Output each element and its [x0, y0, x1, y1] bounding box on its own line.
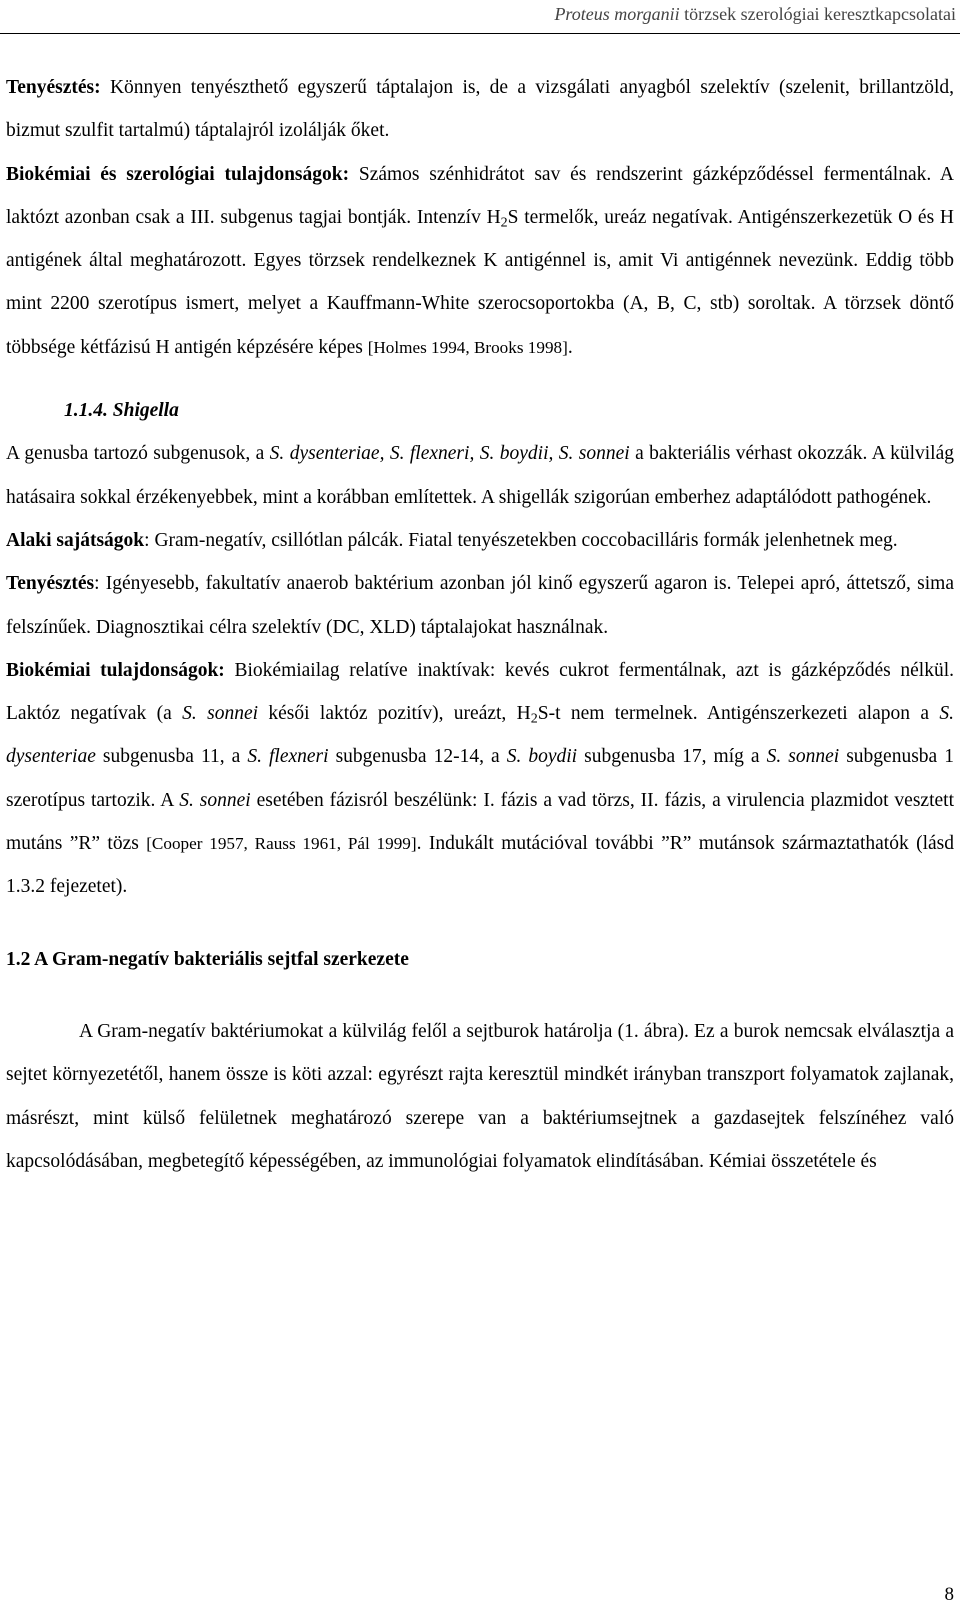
running-header	[0, 0, 960, 34]
paragraph-cultivation-shigella	[6, 562, 954, 649]
paragraph-text: S termelők, ureáz negatívak. Antigénszerkezetük O és H antigének által meghatározott. Egyes törzsek rendelkeznek K antigénnel is, amit Vi antigénnek nevezünk. Eddig több mint 2200 szerotípus ismert, melyet a Kauffmann-White szerocsoportokba (A, B, C, stb) soroltak. A törzsek döntő többsége kétfázisú H antigén képzésére képes	[6, 206, 954, 358]
paragraph-text: Számos szénhidrátot sav és rendszerint gázképződéssel fermentálnak. A laktózt azonban csak a III. subgenus tagjai bontják. Intenzív H	[6, 163, 954, 228]
paragraph-cell-wall: A Gram-negatív baktériumokat a külvilág felől a sejtburok határolja (1. ábra). Ez a burok nemcsak elválasztja a sejtet környezetétől, hanem össze is köti azzal: egyrészt rajta keresztül mindkét irányban transzport folyamatok zajlanak, másrészt, mint külső felületnek meghatározó szerepe van a baktériumsejtnek a gazdasejtek felszínéhez való kapcsolódásában, megbetegítő képességében, az immunológiai folyamatok elindításában. Kémiai összetétele és	[6, 1020, 954, 1172]
running-header-title	[554, 4, 956, 25]
paragraph-text: S-t nem termelnek. Antigénszerkezeti alapon a	[537, 703, 940, 725]
paragraph-morphology	[6, 519, 954, 562]
label-biochem: Biokémiai és szerológiai tulajdonságok:	[6, 163, 350, 185]
running-header-species: Proteus morganii	[554, 4, 680, 24]
citation: [Holmes 1994, Brooks 1998]	[367, 337, 568, 357]
paragraph-text: Könnyen tenyészthető egyszerű táptalajon is, de a vizsgálati anyagból szelektív (szelenit, brillantzöld, bizmut szulfit tartalmú) táptalajról izolálják őket.	[6, 77, 954, 142]
paragraph-text: subgenusba 11, a	[95, 746, 248, 768]
paragraph-text: késői laktóz pozitív), ureázt, H	[258, 703, 531, 725]
subscript: 2	[530, 710, 538, 727]
species-name: S. sonnei	[179, 789, 251, 811]
paragraph-text: : Gram-negatív, csillótlan pálcák. Fiatal tenyészetekben coccobacilláris formák jelenhetnek meg.	[144, 529, 898, 551]
paragraph-shigella-intro	[6, 432, 954, 519]
paragraph-cultivation-salmonella	[6, 66, 954, 153]
label-cultivation: Tenyésztés:	[6, 77, 101, 98]
paragraph-text: Biokémiailag relatíve inaktívak: kevés cukrot fermentálnak, azt is gázképződés nélkül. Laktóz negatívak (a	[6, 659, 955, 725]
section-heading-shigella: 1.1.4. Shigella	[64, 400, 179, 422]
paragraph-text: : Igényesebb, fakultatív anaerob baktérium azonban jól kinő egyszerű agaron is. Telepei apró, áttetsző, sima felszínűek. Diagnosztikai célra szelektív (DC, XLD) táptalajokat használnak.	[6, 573, 954, 638]
species-name: S. sonnei	[182, 703, 259, 725]
label-biochem: Biokémiai tulajdonságok:	[6, 659, 225, 681]
subscript: 2	[500, 214, 508, 231]
species-name: S. dysenteriae	[6, 703, 954, 768]
paragraph-text: a bakteriális vérhast okozzák. A külvilág hatásaira sokkal érzékenyebbek, mint a korábban említettek. A shigellák szigorúan emberhez adaptálódott pathogének.	[6, 443, 954, 508]
chapter-heading: 1.2 A Gram-negatív bakteriális sejtfal szerkezete	[6, 948, 409, 970]
page-number: 8	[944, 1584, 954, 1605]
paragraph-text: subgenusba 12-14, a	[328, 746, 507, 768]
label-morphology: Alaki sajátságok	[6, 529, 145, 551]
species-name: S. boydii	[506, 746, 578, 768]
paragraph-text: subgenusba 17, míg a	[577, 746, 767, 768]
running-header-rest: törzsek szerológiai keresztkapcsolatai	[679, 4, 956, 24]
species-name: S. flexneri	[247, 746, 329, 768]
paragraph-text: A genusba tartozó subgenusok, a	[6, 443, 270, 465]
citation: [Cooper 1957, Rauss 1961, Pál 1999]	[146, 834, 417, 854]
document-body	[6, 66, 954, 1183]
paragraph-text: .	[567, 336, 573, 358]
paragraph-text: subgenusba 1 szerotípus tartozik. A	[6, 746, 954, 811]
species-names: S. dysenteriae, S. flexneri, S. boydii, S. sonnei	[269, 443, 630, 465]
paragraph-text: esetében fázisról beszélünk: I. fázis a vad törzs, II. fázis, a virulencia plazmidot vesztett mutáns ”R” tözs	[6, 789, 954, 855]
paragraph-biochem-shigella	[6, 649, 954, 909]
label-cultivation: Tenyésztés	[6, 573, 95, 595]
species-name: S. sonnei	[766, 746, 840, 768]
paragraph-biochem-salmonella	[6, 153, 954, 369]
paragraph-text: . Indukált mutációval további ”R” mutánsok származtathatók (lásd 1.3.2 fejezetet).	[6, 833, 954, 898]
